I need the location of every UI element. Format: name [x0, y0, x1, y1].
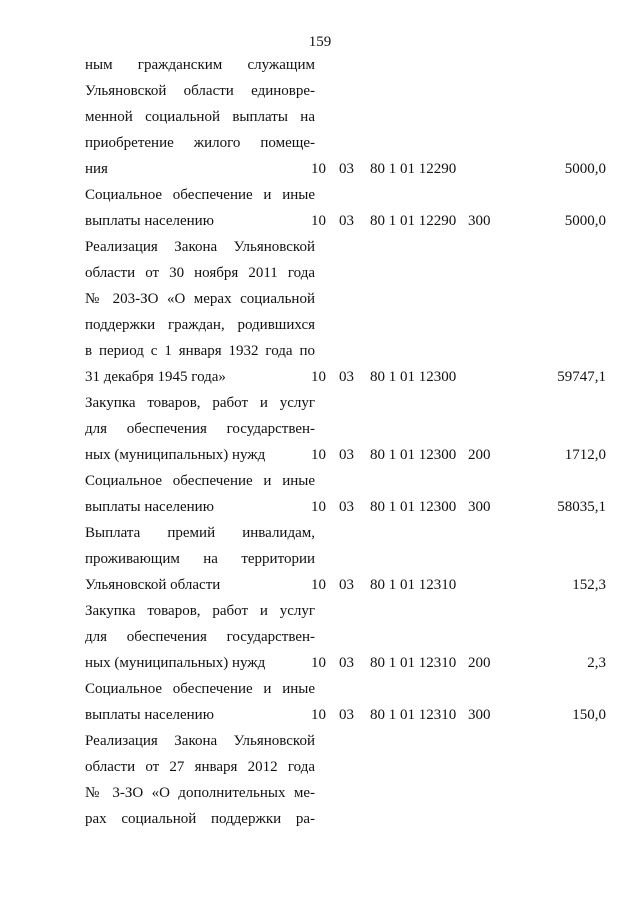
- description-line: ным гражданским служащим: [85, 57, 315, 73]
- table-row: [0, 598, 640, 676]
- section-code: 10: [311, 161, 326, 177]
- expense-type-code: 300: [468, 499, 491, 515]
- table-row: [0, 676, 640, 728]
- amount: 58035,1: [557, 499, 606, 515]
- description-line: Ульяновской области: [85, 577, 221, 593]
- description-line: Реализация Закона Ульяновской: [85, 733, 315, 749]
- subsection-code: 03: [339, 655, 354, 671]
- target-article-code: 80 1 01 12310: [370, 707, 457, 723]
- table-row: [0, 52, 640, 182]
- description-line: ния: [85, 161, 108, 177]
- row-codes: [0, 442, 640, 468]
- table-row: [0, 234, 640, 390]
- target-article-code: 80 1 01 12310: [370, 577, 457, 593]
- row-codes: [0, 702, 640, 728]
- subsection-code: 03: [339, 447, 354, 463]
- table-row: [0, 520, 640, 598]
- target-article-code: 80 1 01 12290: [370, 161, 457, 177]
- subsection-code: 03: [339, 499, 354, 515]
- description-line: Социальное обеспечение и иные: [85, 473, 315, 489]
- amount: 152,3: [572, 577, 606, 593]
- subsection-code: 03: [339, 577, 354, 593]
- budget-table: [0, 52, 640, 832]
- section-code: 10: [311, 213, 326, 229]
- row-codes: [0, 494, 640, 520]
- row-codes: [0, 650, 640, 676]
- subsection-code: 03: [339, 161, 354, 177]
- target-article-code: 80 1 01 12310: [370, 655, 457, 671]
- section-code: 10: [311, 707, 326, 723]
- row-codes: [0, 156, 640, 182]
- description-line: № 203-ЗО «О мерах социальной: [85, 291, 315, 307]
- description-line: ных (муниципальных) нужд: [85, 447, 266, 463]
- description-line: ных (муниципальных) нужд: [85, 655, 266, 671]
- description-line: Выплата премий инвалидам,: [85, 525, 315, 541]
- description-line: Закупка товаров, работ и услуг: [85, 603, 315, 619]
- description-line: приобретение жилого помеще-: [85, 135, 315, 151]
- section-code: 10: [311, 577, 326, 593]
- row-codes: [0, 364, 640, 390]
- section-code: 10: [311, 369, 326, 385]
- section-code: 10: [311, 499, 326, 515]
- section-code: 10: [311, 447, 326, 463]
- table-row: [0, 182, 640, 234]
- table-row: [0, 390, 640, 468]
- description-line: Ульяновской области единовре-: [85, 83, 315, 99]
- section-code: 10: [311, 655, 326, 671]
- subsection-code: 03: [339, 213, 354, 229]
- row-codes: [0, 572, 640, 598]
- description-line: менной социальной выплаты на: [85, 109, 315, 125]
- description-line: выплаты населению: [85, 707, 214, 723]
- row-codes: [0, 806, 640, 832]
- description-line: области от 30 ноября 2011 года: [85, 265, 315, 281]
- expense-type-code: 200: [468, 447, 491, 463]
- description-line: для обеспечения государствен-: [85, 629, 315, 645]
- table-row: [0, 728, 640, 832]
- amount: 59747,1: [557, 369, 606, 385]
- description-line: Закупка товаров, работ и услуг: [85, 395, 315, 411]
- amount: 5000,0: [564, 161, 606, 177]
- page-number: 159: [308, 34, 332, 50]
- description-line: Социальное обеспечение и иные: [85, 681, 315, 697]
- description-line: выплаты населению: [85, 499, 214, 515]
- amount: 5000,0: [564, 213, 606, 229]
- subsection-code: 03: [339, 369, 354, 385]
- expense-type-code: 200: [468, 655, 491, 671]
- subsection-code: 03: [339, 707, 354, 723]
- target-article-code: 80 1 01 12290: [370, 213, 457, 229]
- description-line: Реализация Закона Ульяновской: [85, 239, 315, 255]
- target-article-code: 80 1 01 12300: [370, 369, 457, 385]
- amount: 1712,0: [564, 447, 606, 463]
- description-line: проживающим на территории: [85, 551, 315, 567]
- description-line: № 3-ЗО «О дополнительных ме-: [85, 785, 315, 801]
- description-line: для обеспечения государствен-: [85, 421, 315, 437]
- description-line: области от 27 января 2012 года: [85, 759, 315, 775]
- description-line: поддержки граждан, родившихся: [85, 317, 315, 333]
- expense-type-code: 300: [468, 707, 491, 723]
- target-article-code: 80 1 01 12300: [370, 447, 457, 463]
- expense-type-code: 300: [468, 213, 491, 229]
- description-line: Социальное обеспечение и иные: [85, 187, 315, 203]
- amount: 2,3: [587, 655, 606, 671]
- description-line: рах социальной поддержки ра-: [85, 811, 315, 827]
- amount: 150,0: [572, 707, 606, 723]
- description-line: 31 декабря 1945 года»: [85, 369, 226, 385]
- table-row: [0, 468, 640, 520]
- description-line: выплаты населению: [85, 213, 214, 229]
- description-line: в период с 1 января 1932 года по: [85, 343, 315, 359]
- target-article-code: 80 1 01 12300: [370, 499, 457, 515]
- row-codes: [0, 208, 640, 234]
